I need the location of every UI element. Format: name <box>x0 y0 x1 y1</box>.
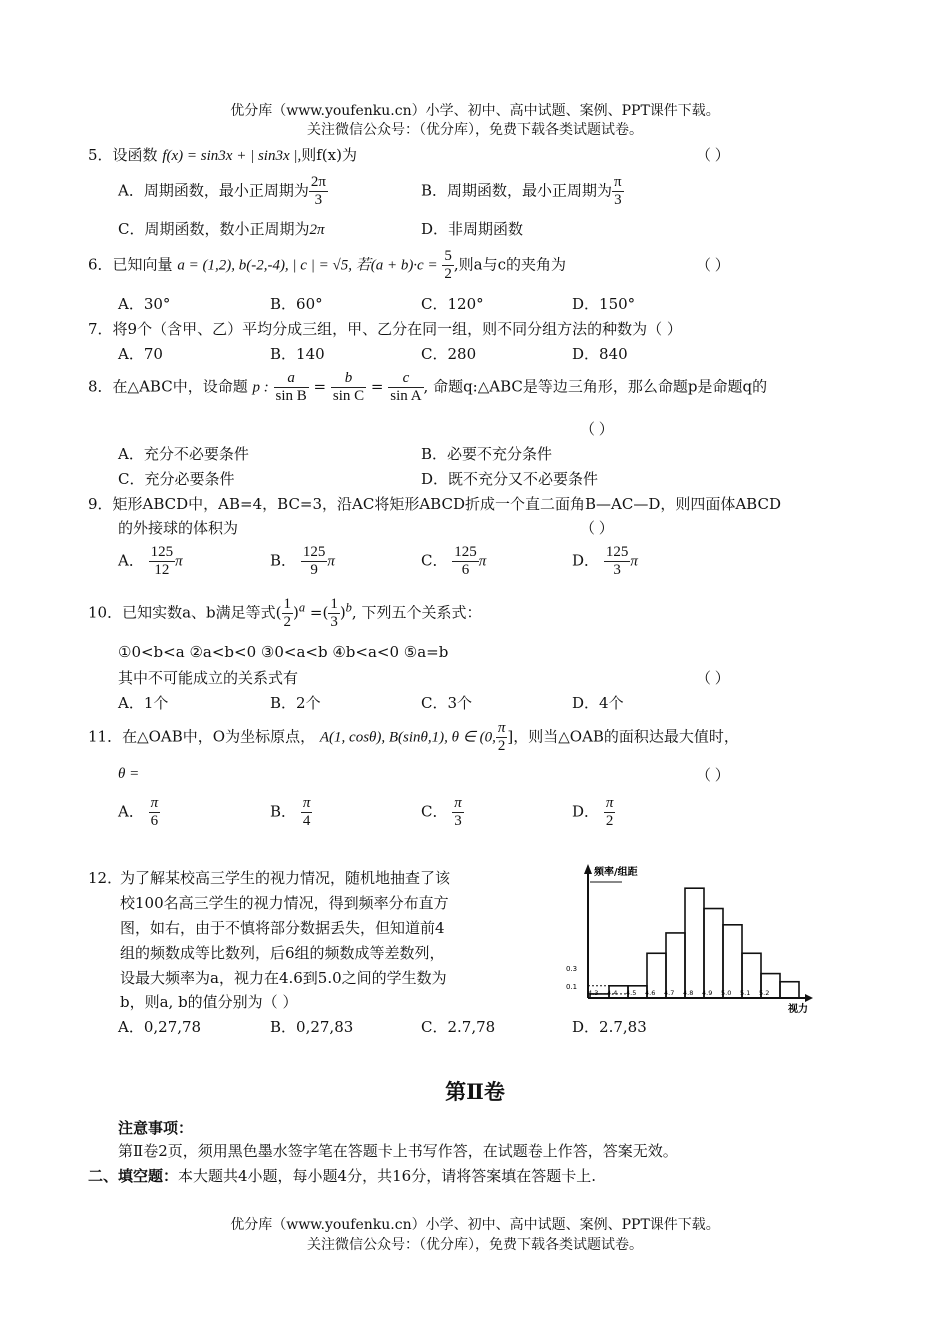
option-label: B． <box>270 1018 297 1036</box>
q10-text: 已知实数a、b满足等式 <box>122 603 276 622</box>
header-line-1: 优分库（www.youfenku.cn）小学、初中、高中试题、案例、PPT课件下载。 <box>230 103 720 119</box>
exponent: b <box>345 600 352 615</box>
q11-formula: A(1, cosθ), B(sinθ,1), θ ∈ (0, <box>319 729 496 746</box>
option-label: A． <box>118 295 144 313</box>
fraction <box>149 544 176 579</box>
q12-line-5: 设最大频率为a，视力在4.6到5.0之间的学生数为 <box>120 969 447 987</box>
y-tick-0.3: 0.3 <box>566 965 578 973</box>
numerator: 125 <box>454 544 477 560</box>
x-tick-label: 5.1 <box>740 989 751 997</box>
option-label: D． <box>572 1018 600 1036</box>
q10-stem: 10．已知实数a、b满足等式( $\frac{1}{2}$ )$^a$ =( $\frac{1}{3}$ )$^b$, 下列五个关系式： <box>88 596 482 630</box>
numerator: 125 <box>605 544 629 560</box>
numerator: 125 <box>150 544 174 560</box>
histogram-bar <box>685 888 704 998</box>
option-label: B． <box>270 345 297 363</box>
q9-option-a[interactable] <box>118 544 183 579</box>
denominator: 2 <box>605 813 614 829</box>
notice-text: 第Ⅱ卷2页，须用黑色墨水签字笔在答题卡上书写作答，在试题卷上作答，答案无效。 <box>118 1142 678 1160</box>
q10-option-d[interactable] <box>572 692 624 713</box>
numerator: π <box>614 174 622 190</box>
fraction <box>388 370 423 405</box>
fraction <box>328 596 340 631</box>
option-text: 30° <box>143 295 171 313</box>
numerator: π <box>605 795 614 811</box>
option-label: D． <box>572 802 600 821</box>
option-text: 既不充分又不必要条件 <box>448 470 599 488</box>
q9-option-c[interactable] <box>421 544 486 579</box>
q11-option-c[interactable] <box>421 795 464 830</box>
pi: π <box>478 553 487 570</box>
numerator: 125 <box>302 544 326 560</box>
part-text: 本大题共4小题，每小题4分，共16分，请将答案填在答题卡上. <box>178 1167 596 1185</box>
fraction <box>149 795 161 830</box>
denominator: 3 <box>330 614 338 630</box>
q9-text: 矩形ABCD中，AB=4，BC=3，沿AC将矩形ABCD折成一个直二面角B—AC—D，则四面体ABCD <box>112 495 781 513</box>
footer-line-1: 优分库（www.youfenku.cn）小学、初中、高中试题、案例、PPT课件下载。 <box>230 1217 720 1233</box>
denominator: 6 <box>461 562 470 578</box>
q11-bracket: （ ） <box>696 768 730 784</box>
q7-option-d[interactable] <box>572 343 628 364</box>
option-label: C． <box>421 1018 448 1036</box>
q10-bracket: （ ） <box>696 671 730 687</box>
q12-option-a[interactable] <box>118 1016 201 1037</box>
q12-option-c[interactable] <box>421 1016 495 1037</box>
q7-text: 将9个（含甲、乙）平均分成三组，甲、乙分在同一组，则不同分组方法的种数为（ ） <box>112 320 682 338</box>
q5-option-c[interactable] <box>118 218 325 239</box>
histogram-bar <box>723 925 742 998</box>
q11-option-d[interactable] <box>572 795 615 830</box>
q12-option-b[interactable] <box>270 1016 353 1037</box>
q12-number: 12． <box>88 869 123 887</box>
option-text: 280 <box>447 345 477 363</box>
q6-option-d[interactable] <box>572 293 635 314</box>
x-tick-label: 4.9 <box>702 989 713 997</box>
q7-option-b[interactable] <box>270 343 325 364</box>
x-tick-label: 5.0 <box>721 989 732 997</box>
q9-stem-2: 的外接球的体积为 <box>118 519 239 537</box>
q10-option-b[interactable] <box>270 692 321 713</box>
numerator: a <box>274 370 309 388</box>
q9-bracket: （ ） <box>580 521 614 537</box>
q11-text: 在△OAB中，O为坐标原点， <box>122 727 316 746</box>
option-label: D． <box>572 694 600 712</box>
q10-option-a[interactable] <box>118 692 168 713</box>
option-label: D． <box>572 345 600 363</box>
fraction <box>604 795 616 830</box>
denominator: 3 <box>454 813 462 829</box>
option-label: A． <box>118 1018 144 1036</box>
option-label: A． <box>118 551 144 570</box>
pi: π <box>175 553 183 570</box>
option-label: B． <box>270 694 297 712</box>
option-label: B． <box>270 802 297 821</box>
denominator: 2 <box>497 738 506 754</box>
q6-stem <box>88 248 566 283</box>
x-tick-label: 4.5 <box>626 989 637 997</box>
option-label: C． <box>421 295 448 313</box>
q8-p: p : <box>252 379 269 396</box>
q10-relations: ①0<b<a ②a<b<0 ③0<a<b ④b<a<0 ⑤a=b <box>118 643 449 661</box>
denominator: sin B <box>275 388 307 404</box>
option-text: 4个 <box>599 694 624 712</box>
q5-text: 设函数 <box>112 146 158 164</box>
option-label: C． <box>421 694 448 712</box>
option-text: 充分必要条件 <box>144 470 235 488</box>
option-text: 充分不必要条件 <box>143 445 249 463</box>
part-label: 二、填空题： <box>88 1167 179 1185</box>
option-text: 非周期函数 <box>448 220 524 238</box>
option-value: 2π <box>309 222 325 238</box>
option-text: 2个 <box>296 694 321 712</box>
q5-tail: 则f(x)为 <box>301 146 357 164</box>
option-text: 1个 <box>143 694 169 712</box>
q5-option-d[interactable] <box>421 218 523 239</box>
q6-number: 6． <box>88 255 113 274</box>
q7-stem <box>88 318 682 339</box>
q8-option-c[interactable] <box>118 468 235 489</box>
fraction <box>331 370 366 405</box>
section-title: 第Ⅱ卷 <box>445 1079 505 1104</box>
pi: π <box>327 553 335 570</box>
q5-number: 5． <box>88 146 113 164</box>
option-label: C． <box>118 220 145 238</box>
x-tick-label: 4.3 <box>588 989 599 997</box>
q5-formula: f(x) = sin3x + | sin3x |, <box>162 148 302 164</box>
option-label: B． <box>421 181 448 200</box>
option-label: A． <box>118 445 144 463</box>
notice-label: 注意事项： <box>118 1119 194 1137</box>
denominator: 3 <box>614 192 622 208</box>
q12-line-6: b，则a, b的值分别为（ ） <box>120 993 298 1011</box>
option-text: 周期函数，最小正周期为 <box>447 181 613 200</box>
q11-theta: θ = <box>118 766 140 782</box>
x-tick-label: 4.8 <box>683 989 694 997</box>
q7-number: 7． <box>88 320 113 338</box>
option-label: D． <box>421 470 449 488</box>
fraction <box>282 596 294 631</box>
exponent: a <box>298 600 306 615</box>
x-axis-arrow <box>805 994 813 1002</box>
q5-stem <box>88 144 357 165</box>
denominator: 2 <box>444 266 452 282</box>
option-label: B． <box>421 445 448 463</box>
denominator: sin C <box>332 388 365 404</box>
q12-line-4: 组的频数成等比数列，后6组的频数成等差数列， <box>120 944 445 962</box>
option-text: 0,27,78 <box>143 1018 202 1036</box>
q10-option-c[interactable] <box>421 692 472 713</box>
header-line-2: 关注微信公众号：（优分库），免费下载各类试题试卷。 <box>307 122 643 138</box>
numerator: 5 <box>444 248 452 264</box>
numerator: π <box>454 795 462 811</box>
q7-option-a[interactable] <box>118 343 163 364</box>
q11-number: 11． <box>88 727 123 746</box>
option-text: 70 <box>143 345 163 363</box>
x-tick-label: 5.2 <box>759 989 770 997</box>
q11-option-a[interactable] <box>118 795 160 830</box>
option-label: C． <box>421 802 448 821</box>
option-label: B． <box>270 295 297 313</box>
x-tick-label: 4.4 <box>607 989 618 997</box>
fraction <box>301 795 313 830</box>
fraction <box>442 248 454 283</box>
q6-text: 已知向量 <box>112 255 173 274</box>
q8-tail: , 命题q:△ABC是等边三角形，那么命题p是命题q的 <box>423 377 768 396</box>
option-label: C． <box>118 470 145 488</box>
option-text: 150° <box>599 295 636 313</box>
option-label: A． <box>118 694 144 712</box>
q12-line-1: 为了解某校高三学生的视力情况，随机地抽查了该 <box>120 869 451 887</box>
denominator: 12 <box>154 562 170 578</box>
fraction <box>274 370 309 405</box>
option-text: 2.7,83 <box>599 1018 647 1036</box>
pi: π <box>630 553 638 570</box>
numerator: 2π <box>310 174 326 190</box>
option-label: D． <box>572 295 600 313</box>
x-tick-label: 4.7 <box>664 989 675 997</box>
histogram-bar <box>704 909 723 998</box>
numerator: π <box>302 795 311 811</box>
option-label: C． <box>421 345 448 363</box>
q8-stem: 8．在△ABC中，设命题 p : $\frac{a}{\text{sin B}}$ = $\frac{b}{\text{sin C}}$ = $\frac{c}{\text{sin A}}$ , 命题q:△ABC是等边三角形，那么命题p是命题q的 <box>88 370 768 404</box>
denominator: sin A <box>390 388 422 404</box>
option-text: 0,27,83 <box>296 1018 354 1036</box>
option-text: 140 <box>296 345 325 363</box>
q6-tail: ,则a与c的夹角为 <box>453 255 566 274</box>
q8-option-d[interactable] <box>421 468 598 489</box>
q8-text: 在△ABC中，设命题 <box>112 377 248 396</box>
q6-option-a[interactable] <box>118 293 170 314</box>
option-text: 2.7,78 <box>447 1018 496 1036</box>
denominator: 3 <box>314 192 323 208</box>
q11-stem <box>88 720 739 755</box>
q6-formula: a = (1,2), b(-2,-4), | c | = √5, 若(a + b)·c = <box>177 257 438 274</box>
denominator: 3 <box>613 562 621 578</box>
part-two-heading <box>88 1165 596 1186</box>
option-text: 120° <box>447 295 484 313</box>
fraction <box>452 544 479 579</box>
numerator: b <box>331 370 366 388</box>
q5-bracket: （ ） <box>696 148 730 164</box>
fraction <box>604 544 631 579</box>
fraction <box>309 174 328 209</box>
q11-option-b[interactable] <box>270 795 312 830</box>
q10-number: 10． <box>88 603 123 622</box>
denominator: 9 <box>310 562 318 578</box>
fraction <box>496 720 508 755</box>
q11-tail: ，则当△OAB的面积达最大值时， <box>513 727 739 746</box>
q6-option-c[interactable] <box>421 293 484 314</box>
x-tick-label: 4.6 <box>645 989 656 997</box>
q10-stem-3: 其中不可能成立的关系式有 <box>118 669 299 687</box>
q10-tail: , 下列五个关系式： <box>351 603 482 622</box>
option-label: C． <box>421 551 448 570</box>
option-text: 必要不充分条件 <box>447 445 553 463</box>
option-text: 60° <box>296 295 323 313</box>
numerator: π <box>497 720 506 736</box>
frequency-histogram <box>560 860 820 1015</box>
q12-line-3: 图，如右，由于不慎将部分数据丢失，但知道前4 <box>120 919 445 937</box>
option-label: D． <box>572 551 600 570</box>
histogram-bar <box>780 982 799 998</box>
footer-line-2: 关注微信公众号：（优分库），免费下载各类试题试卷。 <box>307 1237 643 1253</box>
q9-stem <box>88 493 781 514</box>
q7-option-c[interactable] <box>421 343 476 364</box>
option-text: 3个 <box>447 694 473 712</box>
q8-number: 8． <box>88 377 113 396</box>
y-axis-arrow <box>584 864 592 874</box>
y-tick-0.1: 0.1 <box>566 983 578 991</box>
q11-close-bracket: ] <box>507 727 514 746</box>
q9-number: 9． <box>88 495 113 513</box>
q8-option-b[interactable] <box>421 443 552 464</box>
q12-option-d[interactable] <box>572 1016 647 1037</box>
fraction <box>452 795 464 830</box>
x-axis-label: 视力 <box>788 1004 808 1015</box>
q5-option-a[interactable] <box>118 174 328 209</box>
option-label: A． <box>118 802 144 821</box>
q8-bracket: （ ） <box>580 422 614 438</box>
option-text: 周期函数，数小正周期为 <box>144 220 310 238</box>
option-label: A． <box>118 345 144 363</box>
q5-option-b[interactable] <box>421 174 624 209</box>
option-label: B． <box>270 551 297 570</box>
option-label: A． <box>118 181 144 200</box>
numerator: 1 <box>283 596 291 612</box>
q8-option-a[interactable] <box>118 443 249 464</box>
numerator: 1 <box>330 596 338 612</box>
option-label: D． <box>421 220 449 238</box>
q6-bracket: （ ） <box>696 258 730 274</box>
denominator: 2 <box>283 614 291 630</box>
q6-option-b[interactable] <box>270 293 323 314</box>
denominator: 4 <box>302 813 311 829</box>
q12-line-2: 校100名高三学生的视力情况，得到频率分布直方 <box>120 894 449 912</box>
fraction <box>301 544 328 579</box>
denominator: 6 <box>150 813 159 829</box>
q9-option-d[interactable] <box>572 544 638 579</box>
option-text: 周期函数，最小正周期为 <box>143 181 309 200</box>
y-axis-label: 频率/组距 <box>594 867 638 878</box>
numerator: c <box>388 370 423 388</box>
q9-option-b[interactable] <box>270 544 335 579</box>
numerator: π <box>150 795 159 811</box>
option-text: 840 <box>599 345 628 363</box>
fraction <box>612 174 624 209</box>
